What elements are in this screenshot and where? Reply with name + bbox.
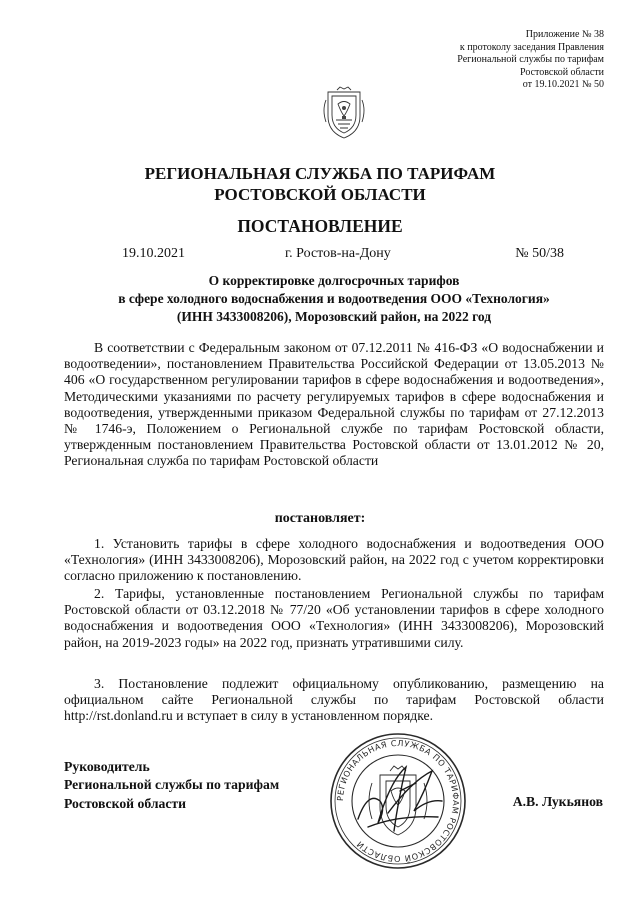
- appendix-line: к протоколу заседания Правления: [459, 41, 604, 53]
- agency-name: [0, 163, 640, 205]
- signer-name: А.В. Лукьянов: [512, 794, 603, 809]
- document-place: г. Ростов-на-Дону: [285, 246, 391, 261]
- subject-line: О корректировке долгосрочных тарифов: [208, 273, 460, 288]
- signer-title: [64, 758, 279, 813]
- coat-of-arms-icon: [322, 86, 366, 140]
- appendix-line: Региональной службы по тарифам: [457, 54, 604, 66]
- agency-line: РЕГИОНАЛЬНАЯ СЛУЖБА ПО ТАРИФАМ: [144, 164, 496, 183]
- clause-paragraph: 3. Постановление подлежит официальному опубликованию, размещению на официальном сайте Региональной службы по тарифам Ростовской области http://rst.donland.ru и вступает в силу в установленном порядке.: [64, 676, 604, 724]
- appendix-note: [364, 29, 604, 92]
- appendix-line: от 19.10.2021 № 50: [522, 79, 604, 91]
- document-date: 19.10.2021: [122, 246, 185, 261]
- resolves-heading: постановляет:: [274, 511, 366, 526]
- signer-title-line: Региональной службы по тарифам: [64, 777, 280, 793]
- appendix-line: Приложение № 38: [525, 29, 604, 40]
- clause-paragraph: 1. Установить тарифы в сфере холодного водоснабжения и водоотведения ООО «Технология» (ИНН 3433008206), Морозовский район, на 2022 год с учетом корректировки согласно приложению к постановлению.: [64, 536, 604, 584]
- seal-text: РЕГИОНАЛЬНАЯ СЛУЖБА ПО ТАРИФАМ РОСТОВСКОЙ ОБЛАСТИ: [334, 737, 462, 865]
- appendix-line: Ростовской области: [520, 66, 604, 78]
- official-seal-icon: [328, 731, 468, 871]
- document-number: № 50/38: [515, 246, 564, 261]
- subject-line: (ИНН 3433008206), Морозовский район, на 2022 год: [176, 309, 492, 325]
- preamble-paragraph: В соответствии с Федеральным законом от 07.12.2011 № 416-ФЗ «О водоснабжении и водоотведении», постановлением Правительства Российской Федерации от 13.05.2013 № 406 «О государственном регулировании тарифов в сфере водоснабжения и водоотведения», Методическими указаниями по расчету регулируемых тарифов в сфере водоснабжения и водоотведения, утвержденными приказом Федеральной службы по тарифам от 27.12.2013 № 1746-э, Положением о Региональной службе по тарифам Ростовской области, утвержденным постановлением Правительства Ростовской области от 13.01.2012 № 20, Региональная служба по тарифам Ростовской области: [64, 340, 604, 469]
- signer-title-line: Ростовской области: [64, 795, 187, 811]
- document-subject: [64, 272, 604, 327]
- document-type: ПОСТАНОВЛЕНИЕ: [237, 216, 403, 236]
- subject-line: в сфере холодного водоснабжения и водоотведения ООО «Технология»: [118, 291, 550, 307]
- signer-title-line: Руководитель: [64, 759, 150, 774]
- clause-paragraph: 2. Тарифы, установленные постановлением Региональной службы по тарифам Ростовской области от 03.12.2018 № 77/20 «Об установлении тарифов в сфере холодного водоснабжения и водоотведения ООО «Технология» (ИНН 3433008206), Морозовский район, на 2019-2023 годы» на 2022 год, признать утратившими силу.: [64, 586, 604, 650]
- agency-line: РОСТОВСКОЙ ОБЛАСТИ: [214, 185, 426, 204]
